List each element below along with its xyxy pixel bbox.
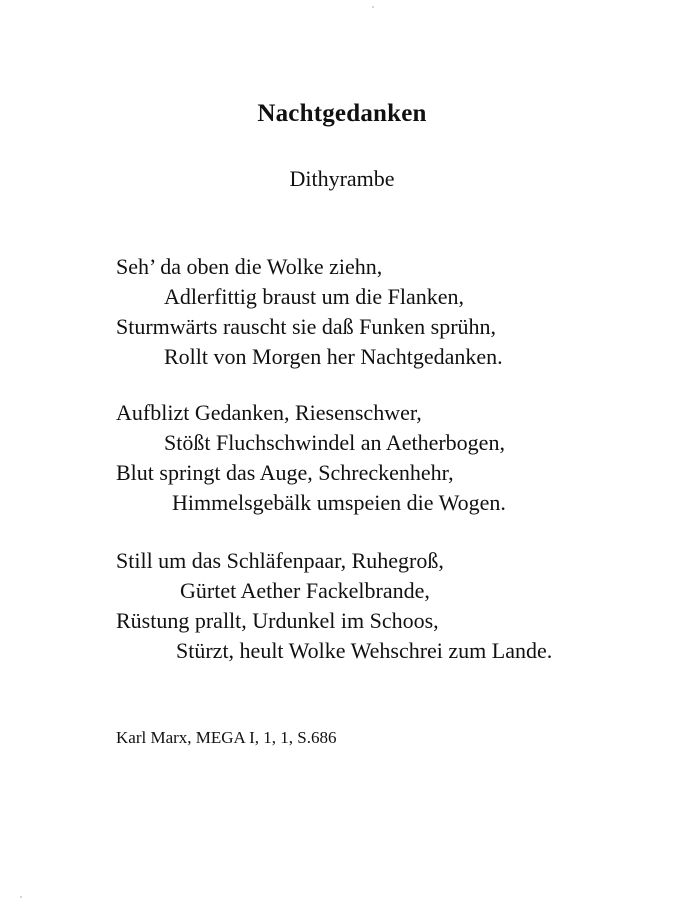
stanza-1	[116, 252, 503, 372]
stanza-3	[116, 546, 552, 666]
scan-speck	[20, 896, 22, 898]
stanza-line: Seh’ da oben die Wolke ziehn,	[116, 254, 383, 279]
poem-subtitle: Dithyrambe	[289, 166, 395, 191]
stanza-line: Rüstung prallt, Urdunkel im Schoos,	[116, 608, 439, 633]
stanza-line: Stößt Fluchschwindel an Aetherbogen,	[164, 430, 505, 455]
stanza-line: Still um das Schläfenpaar, Ruhegroß,	[116, 548, 444, 573]
stanza-line: Adlerfittig braust um die Flanken,	[164, 284, 464, 309]
stanza-line: Himmelsgebälk umspeien die Wogen.	[172, 490, 506, 515]
stanza-line: Aufblizt Gedanken, Riesenschwer,	[116, 400, 422, 425]
stanza-line: Blut springt das Auge, Schreckenhehr,	[116, 460, 454, 485]
stanza-2	[116, 398, 506, 518]
stanza-line: Stürzt, heult Wolke Wehschrei zum Lande.	[176, 638, 553, 663]
stanza-line: Sturmwärts rauscht sie daß Funken sprühn,	[116, 314, 497, 339]
stanza-line: Gürtet Aether Fackelbrande,	[180, 578, 430, 603]
scan-speck	[372, 6, 374, 8]
poem-title: Nachtgedanken	[257, 100, 427, 127]
source-citation: Karl Marx, MEGA I, 1, 1, S.686	[116, 728, 337, 747]
stanza-line: Rollt von Morgen her Nachtgedanken.	[164, 344, 503, 369]
